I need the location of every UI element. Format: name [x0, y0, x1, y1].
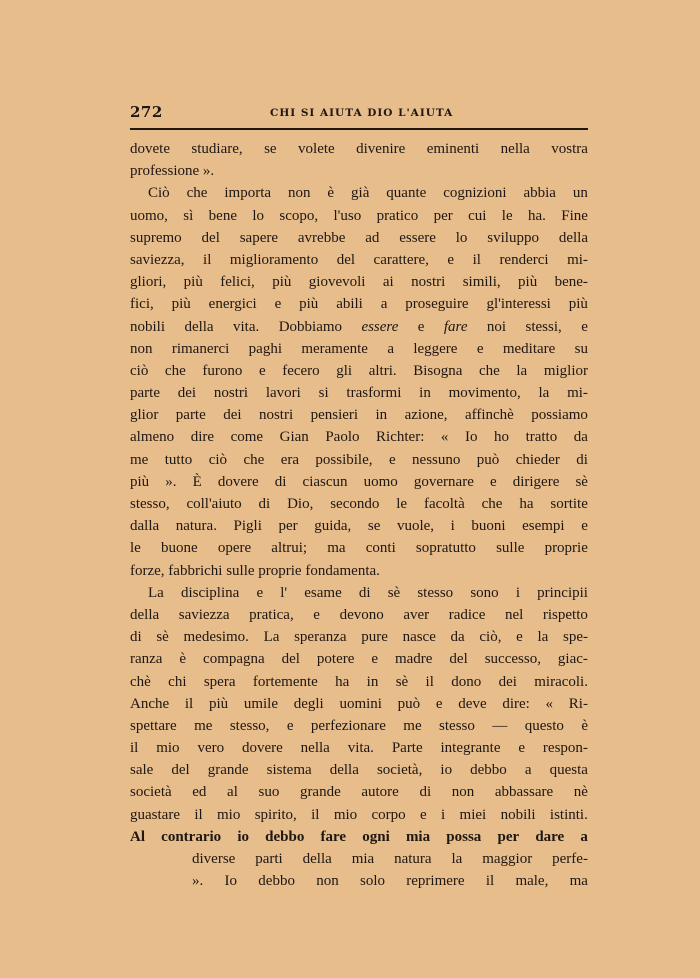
- text-line: ciò che furono e fecero gli altri. Bisogna che la miglior: [130, 362, 588, 379]
- text-line: supremo del sapere avrebbe ad essere lo sviluppo della: [130, 229, 588, 246]
- text-line: ranza è compagna del potere e madre del successo, giac-: [130, 651, 588, 668]
- text-line: le buone opere altrui; ma conti sopratutto sulle proprie: [130, 540, 588, 557]
- text-line: stesso, coll'aiuto di Dio, secondo le facoltà che ha sortite: [130, 496, 588, 512]
- text-line: almeno dire come Gian Paolo Richter: « Io ho tratto da: [130, 429, 588, 446]
- text-line: uomo, sì bene lo scopo, l'uso pratico per cui le ha. Fine: [130, 207, 588, 224]
- text-line: più ». È dovere di ciascun uomo governare e dirigere sè: [130, 473, 588, 490]
- text-line: non rimanerci paghi meramente a leggere e meditare su: [130, 340, 588, 357]
- text-line: sale del grande sistema della società, io debbo a questa: [130, 762, 588, 779]
- text-line: professione ».: [130, 163, 215, 180]
- text-line: me tutto ciò che era possibile, e nessuno può chieder di: [130, 451, 588, 468]
- page-number: 272: [130, 103, 163, 121]
- running-title: CHI SI AIUTA DIO L'AIUTA: [270, 107, 454, 119]
- text-line: ». Io debbo non solo reprimere il male, ma: [192, 873, 588, 890]
- text-line: Anche il più umile degli uomini può e deve dire: « Ri-: [130, 695, 588, 712]
- text-line: La disciplina e l' esame di sè stesso sono i principii: [148, 584, 588, 601]
- header-rule: [130, 128, 588, 130]
- text-line: dovete studiare, se volete divenire eminenti nella vostra: [130, 141, 588, 157]
- text-line: chè chi spera fortemente ha in sè il dono dei miracoli.: [130, 673, 588, 690]
- text-line: società ed al suo grande autore di non abbassare nè: [130, 784, 588, 801]
- text-line: di sè medesimo. La speranza pure nasce da ciò, e la spe-: [130, 629, 588, 646]
- text-line: spettare me stesso, e perfezionare me stesso — questo è: [130, 717, 588, 734]
- text-line: gliori, più felici, più giovevoli ai nostri simili, più bene-: [130, 274, 588, 291]
- text-line: guastare il mio spirito, il mio corpo e i miei nobili istinti.: [130, 806, 588, 823]
- text-line: glior parte dei nostri pensieri in azione, affinchè possiamo: [130, 407, 588, 424]
- text-line: Al contrario io debbo fare ogni mia possa per dare a: [130, 828, 588, 845]
- text-line: saviezza, il miglioramento del carattere, e il renderci mi-: [130, 251, 588, 268]
- running-header: [130, 103, 588, 125]
- text-line: fici, più energici e più abili a proseguire gl'interessi più: [130, 296, 588, 313]
- text-line: parte dei nostri lavori si trasformi in movimento, la mi-: [130, 385, 588, 402]
- text-line: il mio vero dovere nella vita. Parte integrante e respon-: [130, 740, 588, 757]
- text-line: diverse parti della mia natura la maggior perfe-: [192, 851, 588, 867]
- body-text: [130, 138, 588, 892]
- text-line: dalla natura. Pigli per guida, se vuole, i buoni esempi e: [130, 518, 588, 535]
- text-line: Ciò che importa non è già quante cognizioni abbia un: [148, 185, 588, 202]
- text-line: forze, fabbrichi sulle proprie fondamenta.: [130, 562, 380, 579]
- text-line: nobili della vita. Dobbiamo essere e fare noi stessi, e: [130, 318, 588, 335]
- text-line: della saviezza pratica, e devono aver radice nel rispetto: [130, 606, 588, 623]
